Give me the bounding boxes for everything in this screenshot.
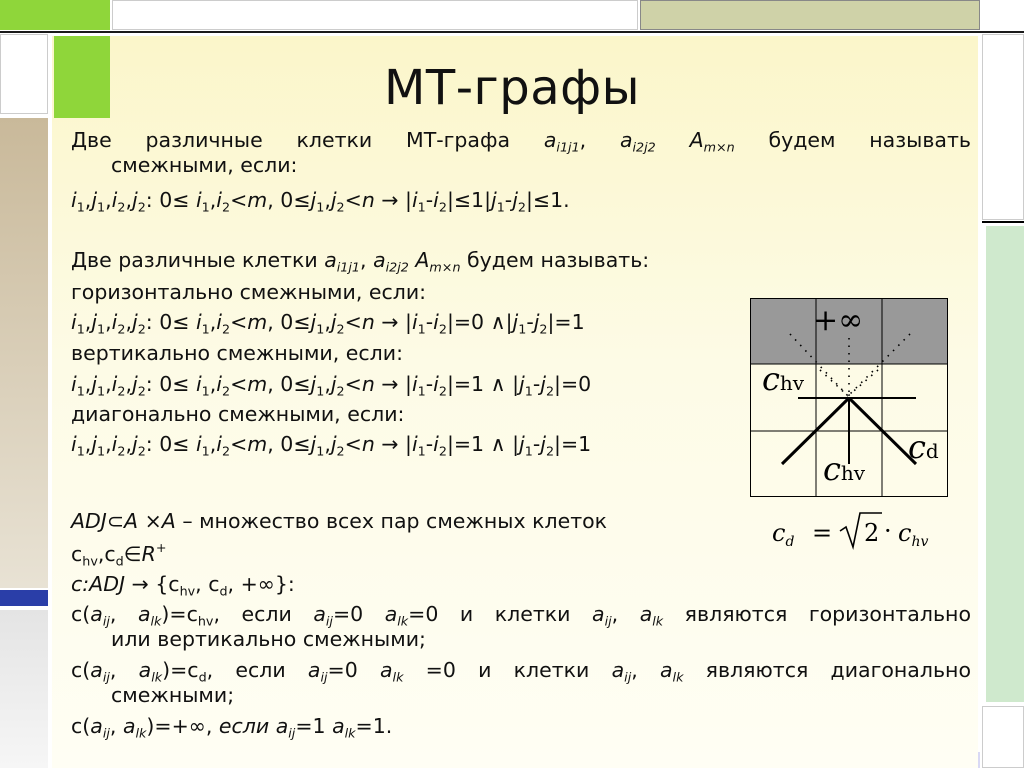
infinity-label: +∞ (813, 303, 864, 338)
formula-rhs: $c_{hv}$ (898, 519, 929, 550)
text-line-l12: $c_{hv},c_d\in R^+$ (71, 540, 167, 569)
adjacency-diagram (750, 298, 950, 498)
slide-title: МТ-графы (383, 60, 641, 116)
text-line-l11: ADJ⊂A ×A – множество всех пар смежных клеток (71, 509, 608, 533)
sqrt-argument: 2 (864, 519, 880, 547)
text-line-l17: смежными; (111, 683, 235, 707)
text-line-l5: горизонтально смежными, если: (71, 280, 427, 304)
text-line-l1: Две различные клетки МТ-графа $a_{i1j1}$, $a_{i2j2}$ $A_{m\times n}$ будем называть (71, 128, 971, 155)
top-strip-white (112, 0, 638, 30)
formula-equals: = (812, 519, 833, 547)
text-line-l3: $i_1,j_1,i_2,j_2$: $0\le i_1,i_2<m$, $0\le j_1,j_2<n \to |i_1-i_2|\le 1|j_1-j_2|\le 1$. (71, 188, 570, 215)
left-blue-bar (0, 590, 48, 606)
text-line-l18: $c(a_{ij}$, $a_{lk})=+\infty$, если $a_{ij}=1$ $a_{lk}=1$. (71, 714, 393, 741)
right-mint-block (986, 226, 1024, 702)
top-olive-block (640, 0, 980, 30)
right-black-line (982, 221, 1024, 223)
formula-lhs: $c_d$ (772, 519, 795, 550)
text-line-l9: диагонально смежными, если: (71, 402, 405, 426)
left-tan-block (0, 118, 48, 588)
text-line-l4: Две различные клетки $a_{i1j1}$, $a_{i2j2}$ $A_{m\times n}$ будем называть: (71, 248, 650, 275)
text-line-l8: $i_1,j_1,i_2,j_2$: $0\le i_1,i_2<m$, $0\le j_1,j_2<n \to |i_1-i_2|=1$ ∧ $|j_1-j_2|=0$ (71, 372, 592, 399)
chv-label-top: chv (762, 360, 805, 398)
formula-dot: · (884, 517, 892, 545)
chv-label-bottom: chv (823, 450, 866, 488)
text-line-l6: $i_1,j_1,i_2,j_2$: $0\le i_1,i_2<m$, $0\le j_1,j_2<n \to |i_1-i_2|=0$ $\wedge|j_1-j_2|=1$ (71, 310, 585, 337)
text-line-l7: вертикально смежными, если: (71, 341, 404, 365)
cd-label: cd (908, 428, 939, 466)
left-bottom-block (0, 610, 48, 768)
text-line-l10: $i_1,j_1,i_2,j_2$: $0\le i_1,i_2<m$, $0\le j_1,j_2<n \to |i_1-i_2|=1$ ∧ $|j_1-j_2|=1$ (71, 432, 592, 459)
bottom-right-cell (982, 706, 1024, 768)
text-line-l13: c:ADJ → {$c_{hv}$, $c_d$, +∞}: (71, 572, 295, 599)
text-line-l14: $c(a_{ij}$, $a_{lk})=c_{hv}$, если $a_{ij}=0$ $a_{lk}=0$ и клетки $a_{ij}$, $a_{lk}$ являются горизонтально (71, 602, 971, 629)
top-black-rule (0, 31, 1024, 33)
top-left-green-block (0, 0, 110, 30)
cd-formula (770, 505, 950, 555)
text-line-l2: смежными, если: (111, 153, 298, 177)
text-line-l15: или вертикально смежными; (111, 627, 426, 651)
text-line-l16: $c(a_{ij}$, $a_{lk})=c_d$, если $a_{ij}=0$ $a_{lk} =0$ и клетки $a_{ij}$, $a_{lk}$ являются диагонально (71, 658, 971, 685)
